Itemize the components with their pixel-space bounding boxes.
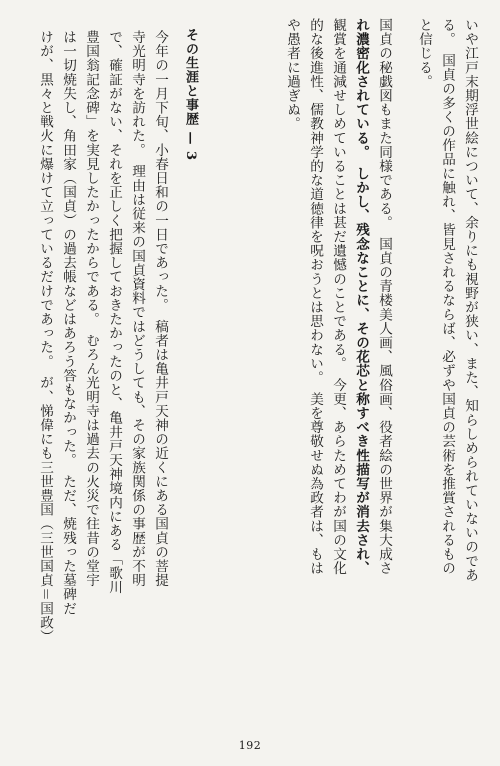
text-column: 寺光明寺を訪れた。 理由は従来の国貞資料ではどうしても、その家族関係の事歴が不明 [129,30,145,588]
text-column: 今年の一月下旬、小春日和の一日であった。 稿者は亀井戸天神の近くにある国貞の菩提 [152,30,168,588]
text-column: と信じる。 [416,18,432,89]
text-column: や愚者に過ぎぬ。 [284,18,300,131]
text-column: は一切焼失し、角田家（国貞）の過去帳などはあろう答もなかった。 ただ、焼残った墓碑だ [60,30,76,616]
page-number: 192 [238,739,262,752]
text-column: れ濃密化されている。 しかし、残念なことに、その花芯と称すべき性描写が消去され、 [353,18,369,576]
text-column: いや江戸末期浮世絵について、余りにも視野が狭い、また、知らしめられていないのであ [462,18,478,582]
text-column: で、確証がない、それを正しく把握しておきたかったのと、亀井戸天神境内にある「歌川 [106,30,122,594]
text-column: 的な後進性、儒教神学的な道徳律を呪おうとは思わない。 美を尊敬せぬ為政者は、もは [307,18,323,576]
text-column: 国貞の秘戯図もまた同様である。 国貞の青楼美人画、風俗画、役者絵の世界が集大成さ [376,18,392,576]
text-column: る。 国貞の多くの作品に触れ、皆見されるならば、必ずや国貞の芸術を推賞されるもの [439,18,455,576]
section-heading: その生涯と事歴 — 3 [183,28,198,162]
text-column: 観賞を通減せしめていることは甚だ遺憾のことである。 今更、あらためてわが国の文化 [330,18,346,576]
text-column: けが、黒々と戦火に爆けて立っているだけであった。 が、悌偉にも三世豊国（三世国貞＝国政） [37,30,53,644]
text-column: 豊国翁記念碑」を実見したかったからである。 むろん光明寺は過去の火災で往昔の堂宇 [83,30,99,588]
